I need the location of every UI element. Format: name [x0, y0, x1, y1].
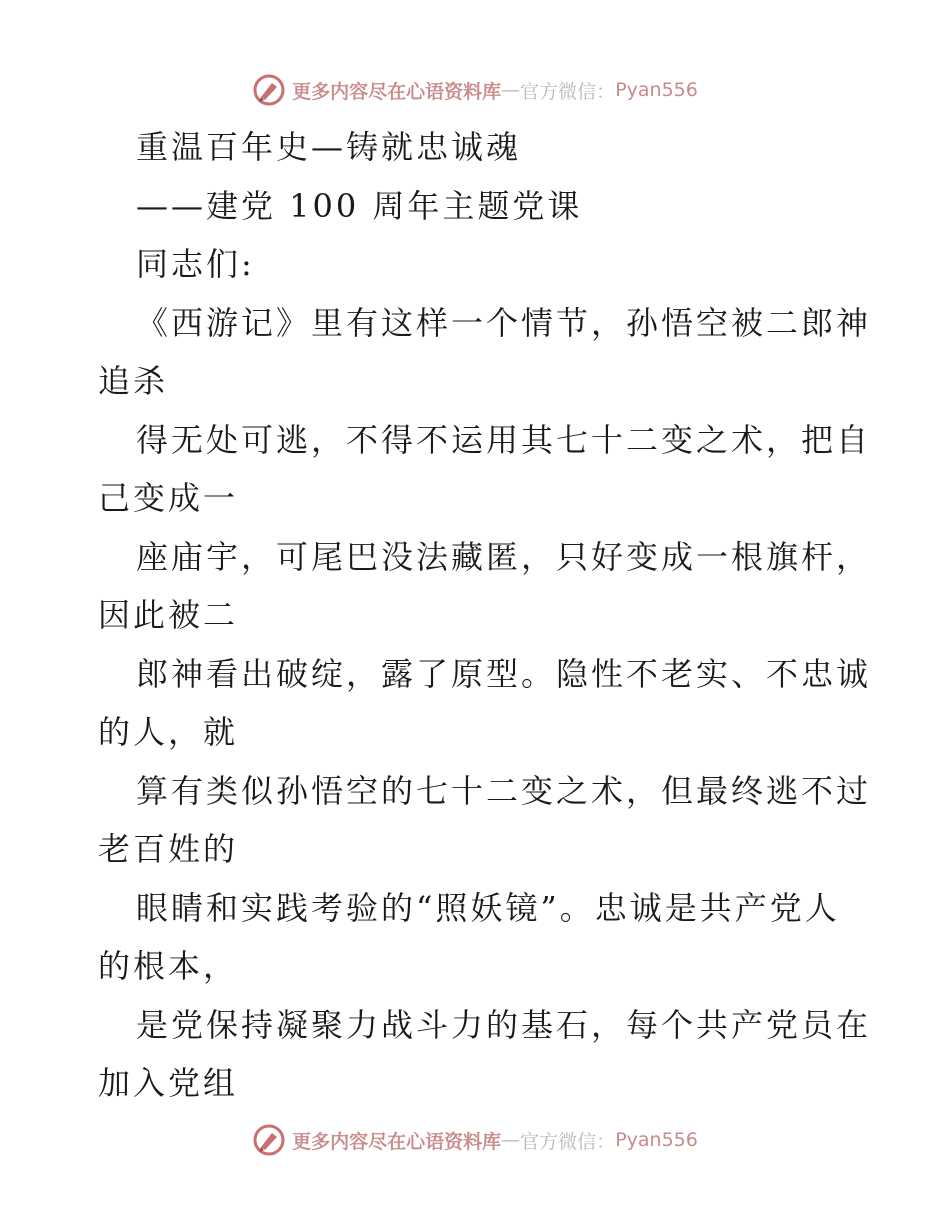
watermark-separator: — — [501, 1129, 521, 1151]
doc-title: 重温百年史—铸就忠诚魂 — [136, 128, 522, 166]
doc-line: 座庙宇，可尾巴没法藏匿，只好变成一根旗杆， — [136, 537, 872, 576]
watermark-id: Pyan556 — [615, 79, 698, 101]
watermark-label: 官方微信： — [520, 1130, 616, 1153]
doc-line: 的人，就 — [98, 713, 239, 751]
document-body — [98, 118, 872, 1113]
doc-subtitle: ——建党 100 周年主题党课 — [136, 186, 583, 225]
doc-line: 郎神看出破绽，露了原型。隐性不老实、不忠诚 — [136, 654, 872, 693]
header-watermark — [0, 70, 950, 110]
doc-line: 的根本， — [98, 947, 239, 985]
doc-line: 老百姓的 — [98, 830, 239, 868]
doc-line: 眼睛和实践考验的“照妖镜”。忠诚是共产党人 — [136, 888, 840, 927]
footer-watermark — [0, 1120, 950, 1160]
watermark-brand: 更多内容尽在心语资料库 — [292, 80, 502, 103]
watermark-label: 官方微信： — [520, 80, 616, 103]
doc-salutation: 同志们: — [136, 245, 255, 283]
pen-nib-logo-icon — [252, 1123, 286, 1157]
pen-nib-logo-icon — [252, 73, 286, 107]
doc-line: 因此被二 — [98, 596, 239, 634]
doc-line: 加入党组 — [98, 1064, 239, 1102]
doc-line: 己变成一 — [98, 479, 239, 517]
watermark-separator: — — [501, 79, 521, 101]
doc-line: 得无处可逃，不得不运用其七十二变之术，把自 — [136, 420, 872, 459]
doc-line: 是党保持凝聚力战斗力的基石，每个共产党员在 — [136, 1005, 872, 1044]
watermark-id: Pyan556 — [615, 1129, 698, 1151]
doc-line: 《西游记》里有这样一个情节，孙悟空被二郎神 — [136, 303, 872, 342]
watermark-brand: 更多内容尽在心语资料库 — [292, 1130, 502, 1153]
doc-line: 追杀 — [98, 362, 169, 400]
doc-line: 算有类似孙悟空的七十二变之术，但最终逃不过 — [136, 771, 872, 810]
